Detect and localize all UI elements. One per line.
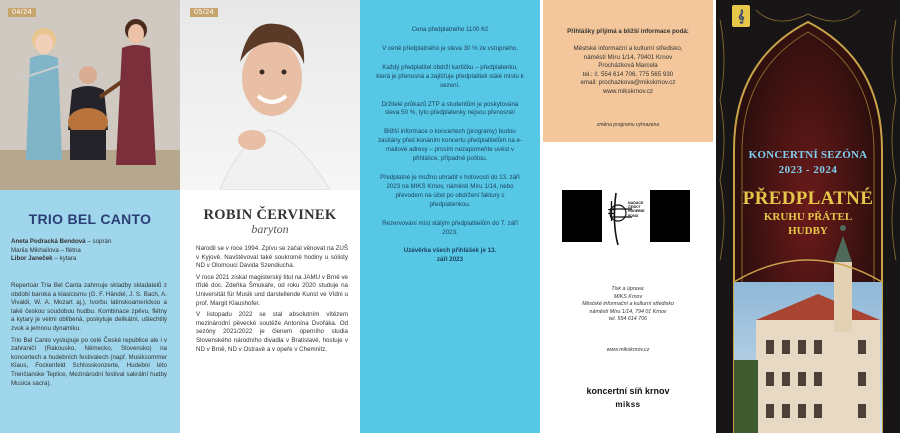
website-link[interactable]: www.mikskrnov.cz xyxy=(606,347,650,353)
term-info: Bližší informace o koncertech (programy) budou zasílány před konáním koncertu předplatitelům na e-mailové adresy – prosím nezapomeňte uvést v přihlášce, případně poštou. xyxy=(377,128,523,163)
logo-bar-right xyxy=(650,190,690,242)
robin-subtitle: baryton xyxy=(251,222,289,236)
fund-emblem-icon xyxy=(602,183,650,253)
member-line: Libor Janeček – kytara xyxy=(11,255,77,263)
print-line: náměstí Míru 1/14, 794 01 Krnov xyxy=(589,308,667,315)
season-years: 2023 - 2024 xyxy=(778,164,838,176)
paragraph: V roce 2021 získal magisterský titul na JAMU v Brně ve třídě doc. Zdeňka Šmukaře, od roku 2020 studuje na Universität für Musik und darstellende Kunst ve Vídni u prof. Margit Klaushofer. xyxy=(196,273,348,307)
term-price: Cena předplatného 1100 Kč xyxy=(411,26,489,33)
czech-music-fund-logo xyxy=(602,183,650,253)
term-card: Každý předplatitel obdrží kartičku – předplatenku, která je přenosná a zajišťuje předplatiteli stálé místo k sezení. xyxy=(376,63,524,89)
cover-headline: PŘEDPLATNÉ xyxy=(742,188,874,209)
print-line: Městské informační a kulturní středisko xyxy=(582,301,674,308)
robin-bio xyxy=(196,245,348,357)
cover-subheadline-2: HUDBY xyxy=(788,225,828,237)
robin-photo xyxy=(180,0,360,190)
contact-lines xyxy=(547,45,709,97)
contact-website[interactable]: www.mikskrnov.cz xyxy=(602,87,654,95)
panel-robin-cervinek xyxy=(180,0,360,433)
contact-email[interactable]: email: prochazkova@mikskrnov.cz xyxy=(580,79,676,87)
contact-line: tel.: č. 554 614 706, 775 565 930 xyxy=(582,70,674,78)
trio-photo xyxy=(0,0,180,190)
season-label: KONCERTNÍ SEZÓNA xyxy=(748,149,868,161)
miks-brand: mikss xyxy=(615,400,641,409)
print-credits xyxy=(544,286,712,324)
page-badge: 05/24 xyxy=(190,8,218,17)
trio-description xyxy=(11,282,167,391)
concert-hall-brand: koncertní síň krnov xyxy=(586,386,670,396)
trio-title: TRIO BEL CANTO xyxy=(28,211,152,227)
print-line: tel. 554 614 706 xyxy=(609,316,647,323)
cover-subheadline-1: KRUHU PŘÁTEL xyxy=(763,211,853,223)
music-logo-icon: 𝄞 xyxy=(732,5,750,27)
print-line: Tisk a úprava: xyxy=(611,286,645,292)
member-line: Aneta Podracká Bendová – soprán xyxy=(11,238,112,245)
term-ztp: Držitelé průkazů ZTP a studentům je poskytována sleva 50 %, tyto předplatenky nejsou přenosné! xyxy=(381,100,519,117)
paragraph: Narodil se v roce 1994. Zpívu se začal věnovat na ZUŠ v Kyjově. Navštěvoval také soukromé hodiny u sólisty ND v Olomouci Davida Szendiucha. xyxy=(196,245,348,270)
panel-contact xyxy=(540,0,716,433)
terms-list xyxy=(376,26,524,268)
program-change-note: změna programu vyhrazena xyxy=(596,122,660,128)
paragraph: Repertoár Tria Bel Canta zahrnuje skladby skladatelů z období baroka a klasicismu (G. F. Händel, J. S. Bach, A. Vivaldi, W. A. Mozart aj.), tvorbu latinskoamerickou a také českou soudobou hudbu. Kombinace zpěvu, flétny a kytary je velmi oblíbená, poskytuje delikátní, ušlechtilý zvuk a jemnou dynamiku. xyxy=(11,282,167,332)
panel-trio-bel-canto xyxy=(0,0,180,433)
term-deadline: Uzávěrka všech přihlášek je 13. září 2023 xyxy=(403,247,497,264)
term-discount: V ceně předplatného je sleva 30 % ze vstupného. xyxy=(382,44,518,52)
term-reservation: Rezervování míst stálým předplatitelům do 7. září 2023. xyxy=(382,219,518,236)
term-payment: Předplatné je možno uhradit v hotovosti do 13. září 2023 na MIKS Krnov, náměstí Míru 1/14, nebo převodem na účet po obdržení faktury s předplatenkou. xyxy=(380,173,520,208)
contact-line: náměstí Míru 1/14, 79401 Krnov xyxy=(583,53,673,61)
paragraph: Trio Bel Canto vystupuje po celé České republice ale i v zahraničí (Rakousko, Německo, Slovensko) na koncertech a hudebních festivalech (např. Musiksommer Klaus, Fockenfeld Schlosskonzerte, Hudební léto Trenčianske Teplice, Mezinárodní festival sakrální hudby Musica sacra). xyxy=(11,336,167,387)
fund-label: NADACE ČESKÝ HUDEBNÍ FOND xyxy=(628,201,645,218)
paragraph: V listopadu 2022 se stal absolutním vítězem mezinárodní pěvecké soutěže Antonína Dvořáka. Od sezóny 2021/2022 je členem operního studia Slovenského národního divadla v Bratislavě, hostuje v ND v Brně, ND v Ostravě a v opeře v Chemnitz. xyxy=(196,311,348,353)
print-line: MIKS Krnov xyxy=(613,293,643,300)
trio-illustration xyxy=(0,0,180,190)
svg-text:ǂ: ǂ xyxy=(608,197,615,228)
panel-cover xyxy=(716,0,900,433)
contact-box xyxy=(543,0,713,142)
member-line: Mariia Mikhailova – flétna xyxy=(11,246,81,254)
page-badge: 04/24 xyxy=(8,8,36,17)
contact-line: Procházková Marcela xyxy=(598,62,658,70)
robin-illustration xyxy=(180,0,360,190)
contact-line: Městské informační a kulturní středisko, xyxy=(573,45,683,52)
trio-members xyxy=(11,238,171,264)
contact-title: Přihlášky přijímá a bližší informace podá: xyxy=(567,28,689,35)
logo-bar-left xyxy=(562,190,602,242)
panel-subscription-terms xyxy=(360,0,540,433)
robin-title: ROBIN ČERVINEK xyxy=(203,207,337,223)
